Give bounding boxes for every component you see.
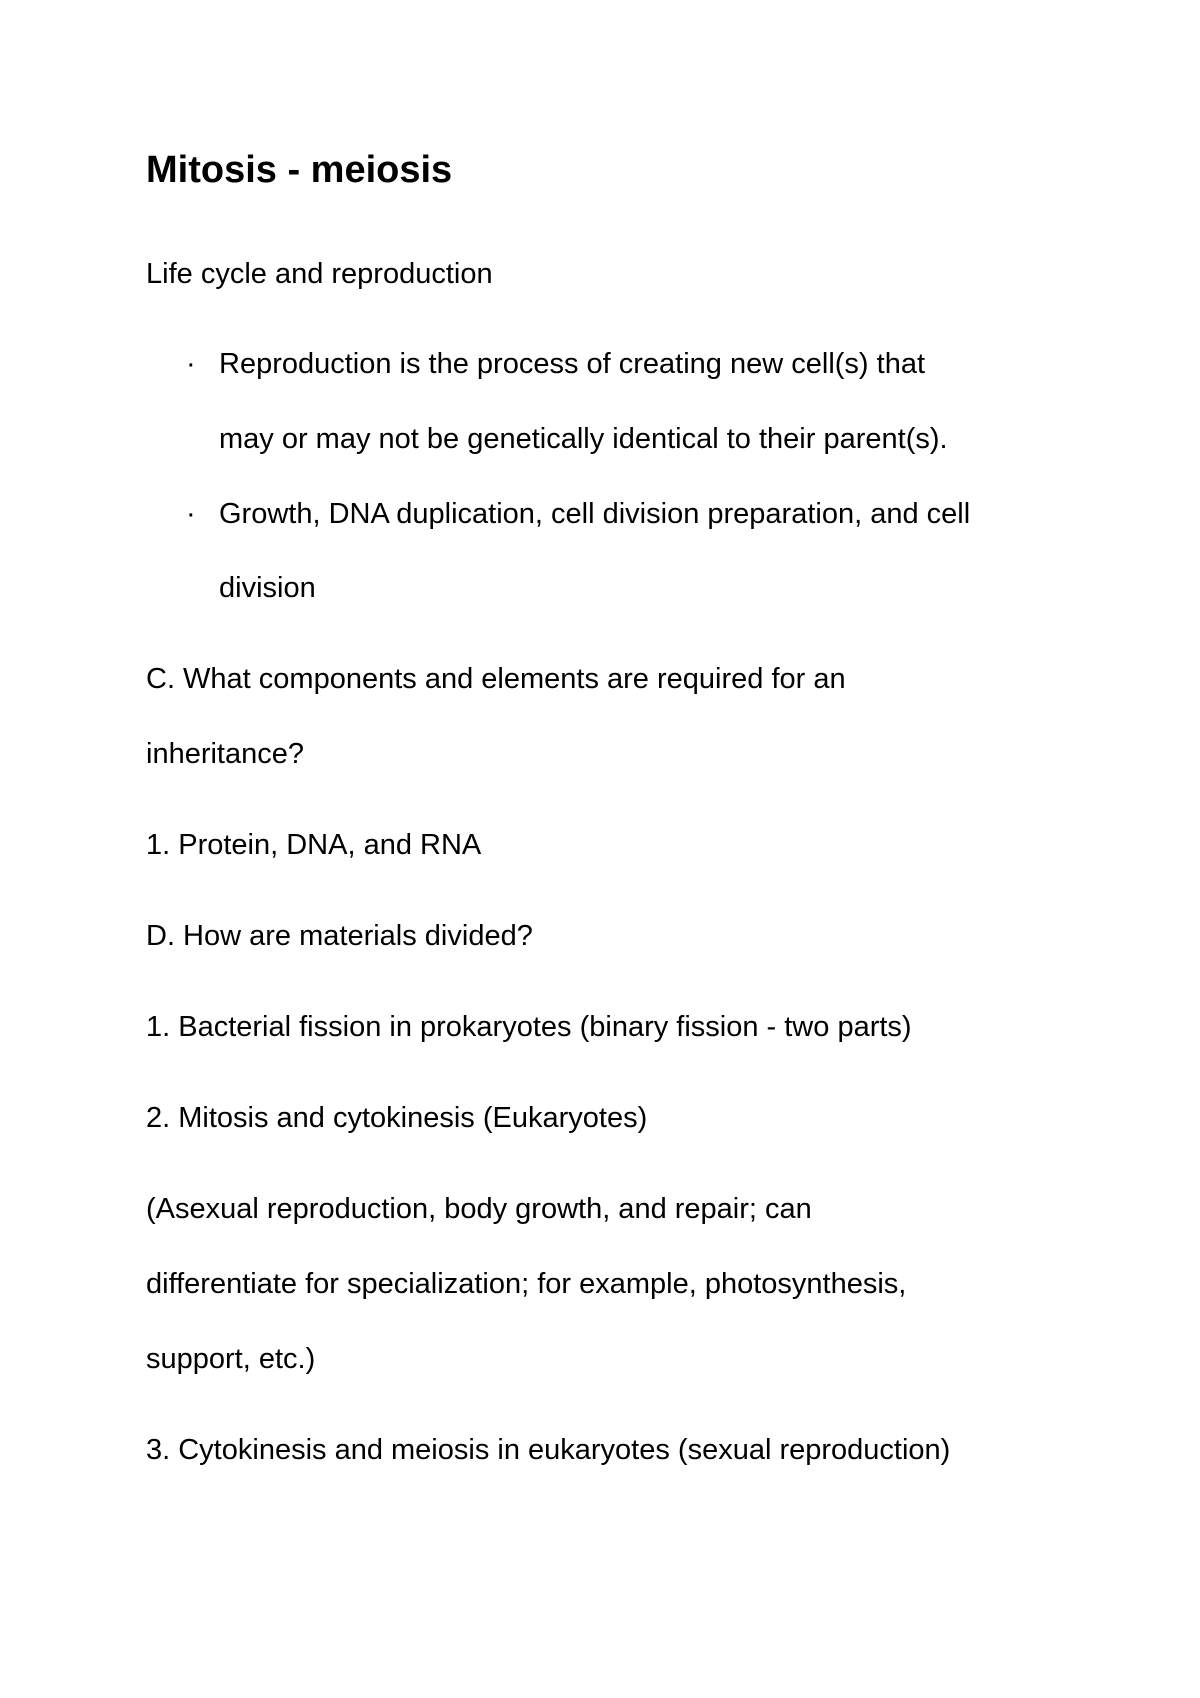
question-d: D. How are materials divided? bbox=[146, 920, 533, 952]
bullet-marker: · bbox=[186, 348, 196, 380]
bullet-1-line-1: Reproduction is the process of creating new cell(s) that bbox=[219, 348, 926, 380]
note-line-1: (Asexual reproduction, body growth, and repair; can bbox=[146, 1193, 812, 1225]
bullet-2-line-2: division bbox=[219, 572, 316, 604]
bullet-1-line-2: may or may not be genetically identical to their parent(s). bbox=[219, 423, 948, 455]
bullet-2-line-1: Growth, DNA duplication, cell division preparation, and cell bbox=[219, 498, 971, 530]
question-c-line-2: inheritance? bbox=[146, 738, 304, 770]
note-line-3: support, etc.) bbox=[146, 1343, 316, 1375]
section-heading: Life cycle and reproduction bbox=[146, 258, 493, 290]
answer-d-item-2: 2. Mitosis and cytokinesis (Eukaryotes) bbox=[146, 1102, 648, 1134]
answer-d-item-3: 3. Cytokinesis and meiosis in eukaryotes (sexual reproduction) bbox=[146, 1434, 951, 1466]
note-line-2: differentiate for specialization; for example, photosynthesis, bbox=[146, 1268, 907, 1300]
answer-c-item-1: 1. Protein, DNA, and RNA bbox=[146, 829, 482, 861]
question-c-line-1: C. What components and elements are required for an bbox=[146, 663, 846, 695]
answer-d-item-1: 1. Bacterial fission in prokaryotes (binary fission - two parts) bbox=[146, 1011, 912, 1043]
bullet-marker: · bbox=[186, 498, 196, 530]
document-title: Mitosis - meiosis bbox=[146, 149, 453, 191]
